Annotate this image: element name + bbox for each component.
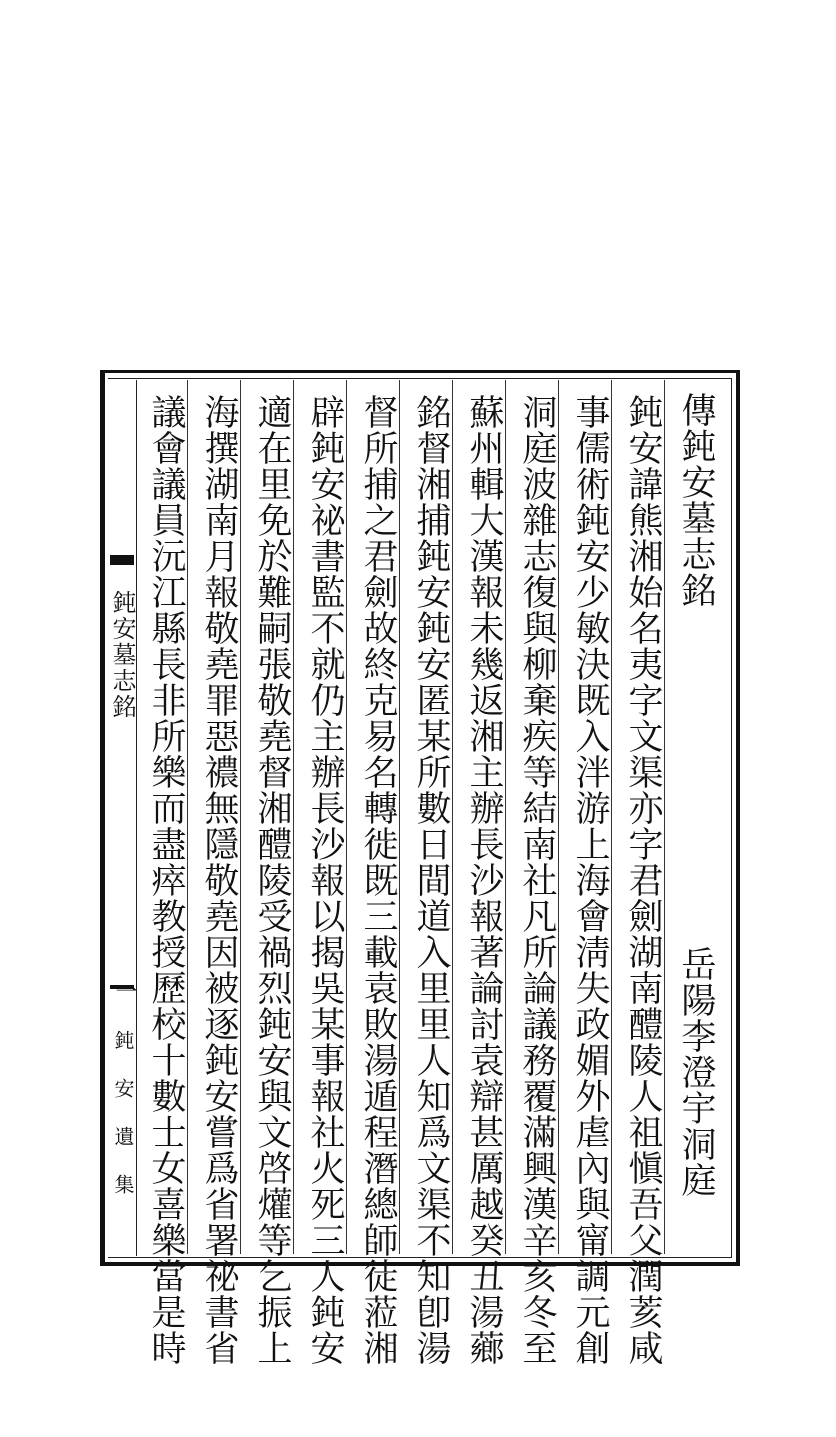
body-line: 議會議員沅江縣長非所樂而盡瘁教授歷校十數士女喜樂當是時	[146, 394, 186, 1366]
body-line: 辟鈍安祕書監不就仍主辦長沙報以揭吳某事報社火死三人鈍安	[305, 394, 345, 1366]
margin-page-number: 一	[112, 980, 137, 1002]
body-line: 鈍安諱熊湘始名夷字文渠亦字君劍湖南醴陵人祖愼吾父潤荄咸	[623, 394, 663, 1366]
body-line: 銘督湘捕鈍安鈍安匿某所數日間道入里里人知爲文渠不知卽湯	[411, 394, 451, 1366]
body-line: 督所捕之君劍故終克易名轉徙既三載袁敗湯遁程潛總師徒蒞湘	[358, 394, 398, 1366]
body-line: 事儒術鈍安少敏決既入泮游上海會淸失政媚外虐內與甯調元創	[570, 394, 610, 1366]
fishtail-mark-upper	[110, 555, 134, 565]
author-byline: 岳陽李澄宇洞庭	[676, 946, 716, 1198]
body-line: 洞庭波雜志復與柳棄疾等結南社凡所論議務覆滿興漢辛亥冬至	[517, 394, 557, 1366]
body-line: 適在里免於難嗣張敬堯督湘醴陵受禍烈鈍安與文啓爟等乞振上	[252, 394, 292, 1366]
article-title: 傳鈍安墓志銘	[676, 392, 716, 608]
body-line: 蘇州輯大漢報未幾返湘主辦長沙報著論討袁辯甚厲越癸丑湯薌	[464, 394, 504, 1366]
margin-section-title: 鈍安墓志銘	[108, 590, 136, 720]
margin-collection-title: 鈍安遺集	[111, 1030, 135, 1222]
body-line: 海撰湖南月報敬堯罪惡禯無隱敬堯因被逐鈍安嘗爲省署祕書省	[199, 394, 239, 1366]
